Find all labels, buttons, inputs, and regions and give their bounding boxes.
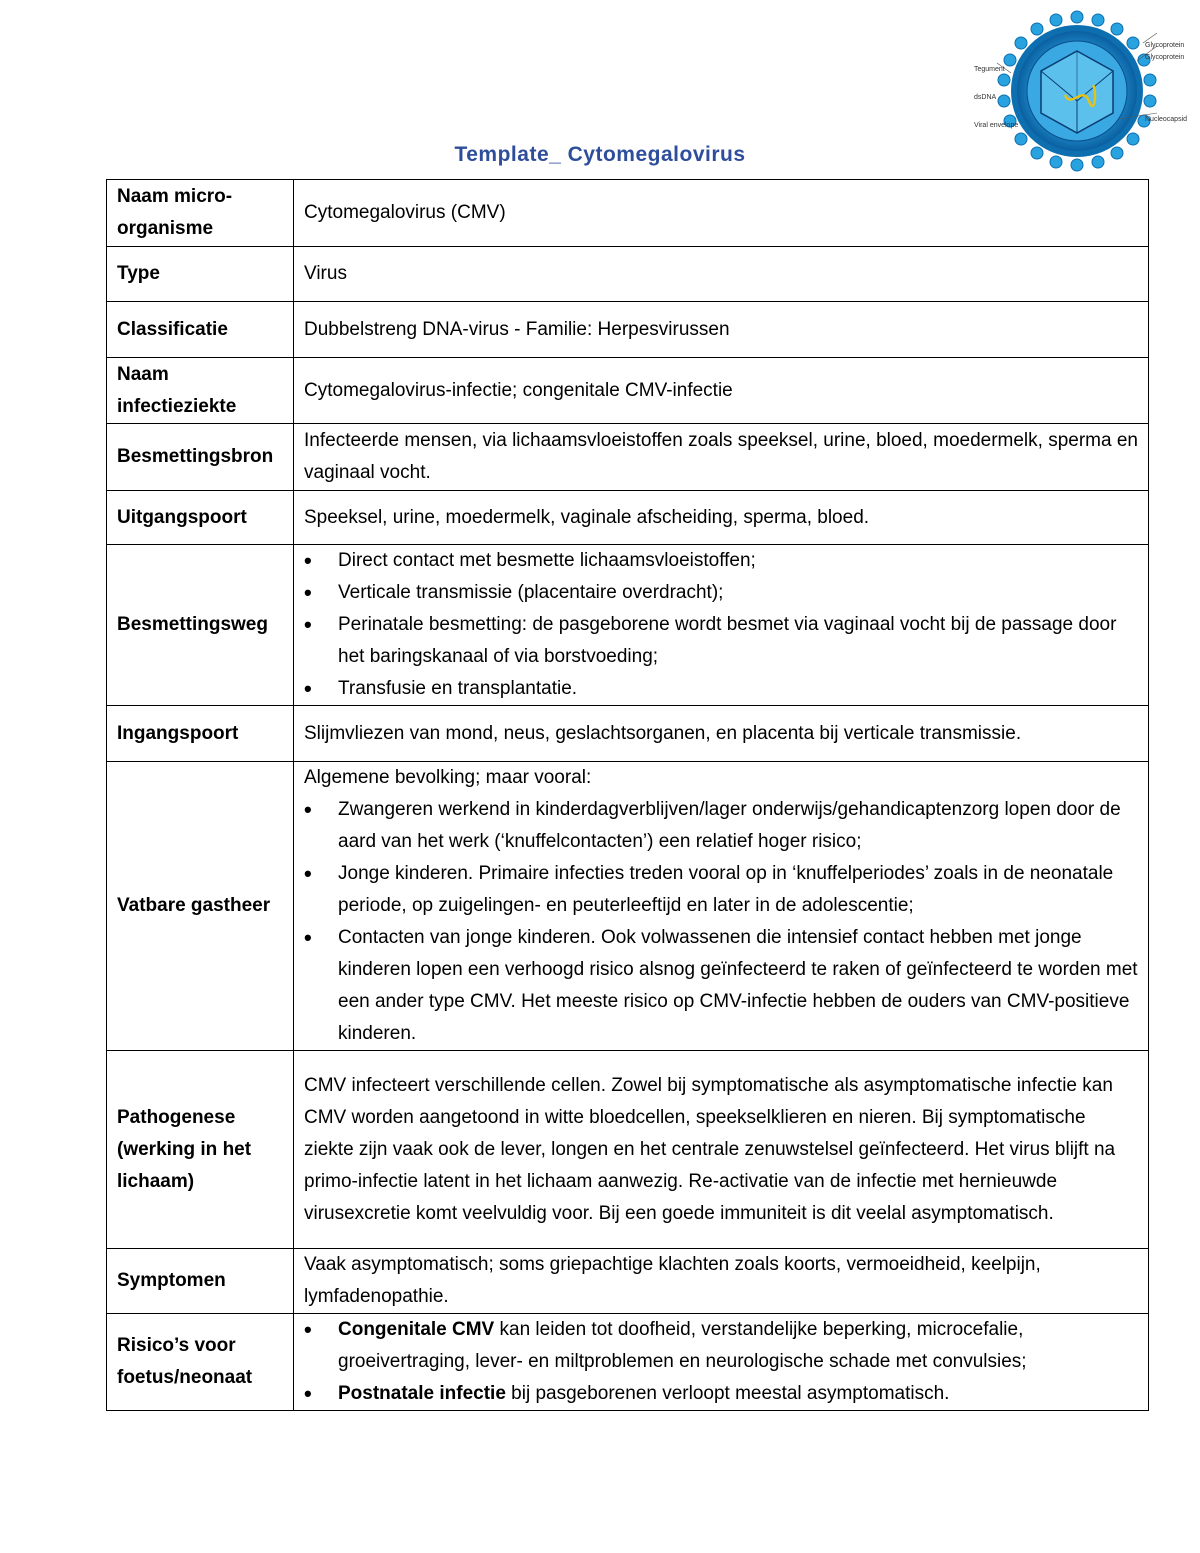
list-item	[338, 1314, 1138, 1378]
glycoprotein-label-2: Glycoprotein	[1145, 54, 1185, 61]
row-label: Symptomen	[107, 1249, 294, 1314]
nucleocapsid-label: Nucleocapsid	[1145, 116, 1188, 123]
row-value: Cytomegalovirus (CMV)	[294, 180, 1149, 247]
row-value: Cytomegalovirus-infectie; congenitale CMV-infectie	[294, 358, 1149, 424]
row-value	[294, 1314, 1149, 1411]
row-label: Uitgangspoort	[107, 491, 294, 545]
row-value: Vaak asymptomatisch; soms griepachtige klachten zoals koorts, vermoeidheid, keelpijn, lymfadenopathie.	[294, 1249, 1149, 1314]
row-label: Pathogenese (werking in het lichaam)	[107, 1051, 294, 1249]
row-value	[294, 545, 1149, 706]
row-value: Dubbelstreng DNA-virus - Familie: Herpesvirussen	[294, 302, 1149, 358]
list-item: • Perinatale besmetting: de pasgeborene wordt besmet via vaginaal vocht bij de passage door het baringskanaal of via borstvoeding;	[338, 609, 1138, 673]
viral-envelope-label: Viral envelope	[974, 122, 1019, 129]
row-label: Vatbare gastheer	[107, 762, 294, 1051]
table-row	[107, 545, 1149, 706]
list-item: • Zwangeren werkend in kinderdagverblijven/lager onderwijs/gehandicaptenzorg lopen door de aard van het werk (‘knuffelcontacten’) een relatief hoger risico;	[338, 794, 1138, 858]
table-row	[107, 358, 1149, 424]
tegument-label: Tegument	[974, 66, 1005, 73]
row-value: Speeksel, urine, moedermelk, vaginale afscheiding, sperma, bloed.	[294, 491, 1149, 545]
table-row	[107, 1249, 1149, 1314]
table-row	[107, 491, 1149, 545]
list-item	[338, 1378, 1138, 1410]
row-value: CMV infecteert verschillende cellen. Zowel bij symptomatische als asymptomatische infectie kan CMV worden aangetoond in witte bloedcellen, speekselklieren en nieren. Bij symptomatische ziekte zijn vaak ook de lever, longen en het centrale zenuwstelsel geïnfecteerd. Het virus blijft na primo-infectie latent in het lichaam aanwezig. Re-activatie van de infectie met hernieuwde virusexcretie komt veelvuldig voor. Bij een goede immuniteit is dit veelal asymptomatisch.	[294, 1051, 1149, 1249]
table-row	[107, 762, 1149, 1051]
glycoprotein-label-1: Glycoprotein	[1145, 42, 1185, 49]
row-value: Virus	[294, 247, 1149, 302]
list-item: • Verticale transmissie (placentaire overdracht);	[338, 577, 1138, 609]
row-value: Infecteerde mensen, via lichaamsvloeistoffen zoals speeksel, urine, bloed, moedermelk, sperma en vaginaal vocht.	[294, 424, 1149, 491]
row-label: Type	[107, 247, 294, 302]
page-title: Template_ Cytomegalovirus	[454, 143, 746, 166]
info-table	[106, 179, 1149, 1411]
list-intro: Algemene bevolking; maar vooral:	[304, 767, 592, 788]
row-value	[294, 762, 1149, 1051]
table-row	[107, 1314, 1149, 1411]
row-label: Besmettingsbron	[107, 424, 294, 491]
row-label: Risico’s voor foetus/neonaat	[107, 1314, 294, 1411]
list-item: • Jonge kinderen. Primaire infecties treden vooral op in ‘knuffelperiodes’ zoals in de neonatale periode, op zuigelingen- en peuterleeftijd en later in de adolescentie;	[338, 858, 1138, 922]
list-item: • Transfusie en transplantatie.	[338, 673, 1138, 705]
list-item: • Direct contact met besmette lichaamsvloeistoffen;	[338, 545, 1138, 577]
risk-list	[304, 1314, 1138, 1410]
table-row	[107, 706, 1149, 762]
row-label: Classificatie	[107, 302, 294, 358]
risk-term: Congenitale CMV	[338, 1319, 495, 1340]
table-row	[107, 302, 1149, 358]
row-value: Slijmvliezen van mond, neus, geslachtsorganen, en placenta bij verticale transmissie.	[294, 706, 1149, 762]
risk-text: kan leiden tot doofheid, verstandelijke beperking, microcefalie, groeivertraging, lever- en miltproblemen en neurologische schade met convulsies;	[338, 1319, 1027, 1372]
row-label: Ingangspoort	[107, 706, 294, 762]
row-label: Besmettingsweg	[107, 545, 294, 706]
dsdna-label: dsDNA	[974, 94, 997, 101]
table-row	[107, 1051, 1149, 1249]
table-row	[107, 180, 1149, 247]
row-label: Naam infectieziekte	[107, 358, 294, 424]
transmission-list	[304, 545, 1138, 705]
list-item: • Contacten van jonge kinderen. Ook volwassenen die intensief contact hebben met jonge kinderen lopen een verhoogd risico alsnog geïnfecteerd te raken of geïnfecteerd te worden met een ander type CMV. Het meeste risico op CMV-infectie hebben de ouders van CMV-positieve kinderen.	[338, 922, 1138, 1050]
table-row	[107, 424, 1149, 491]
risk-text: bij pasgeborenen verloopt meestal asymptomatisch.	[505, 1383, 950, 1404]
table-row	[107, 247, 1149, 302]
row-label: Naam micro-organisme	[107, 180, 294, 247]
risk-term: Postnatale infectie	[338, 1383, 506, 1404]
host-list	[304, 794, 1138, 1050]
